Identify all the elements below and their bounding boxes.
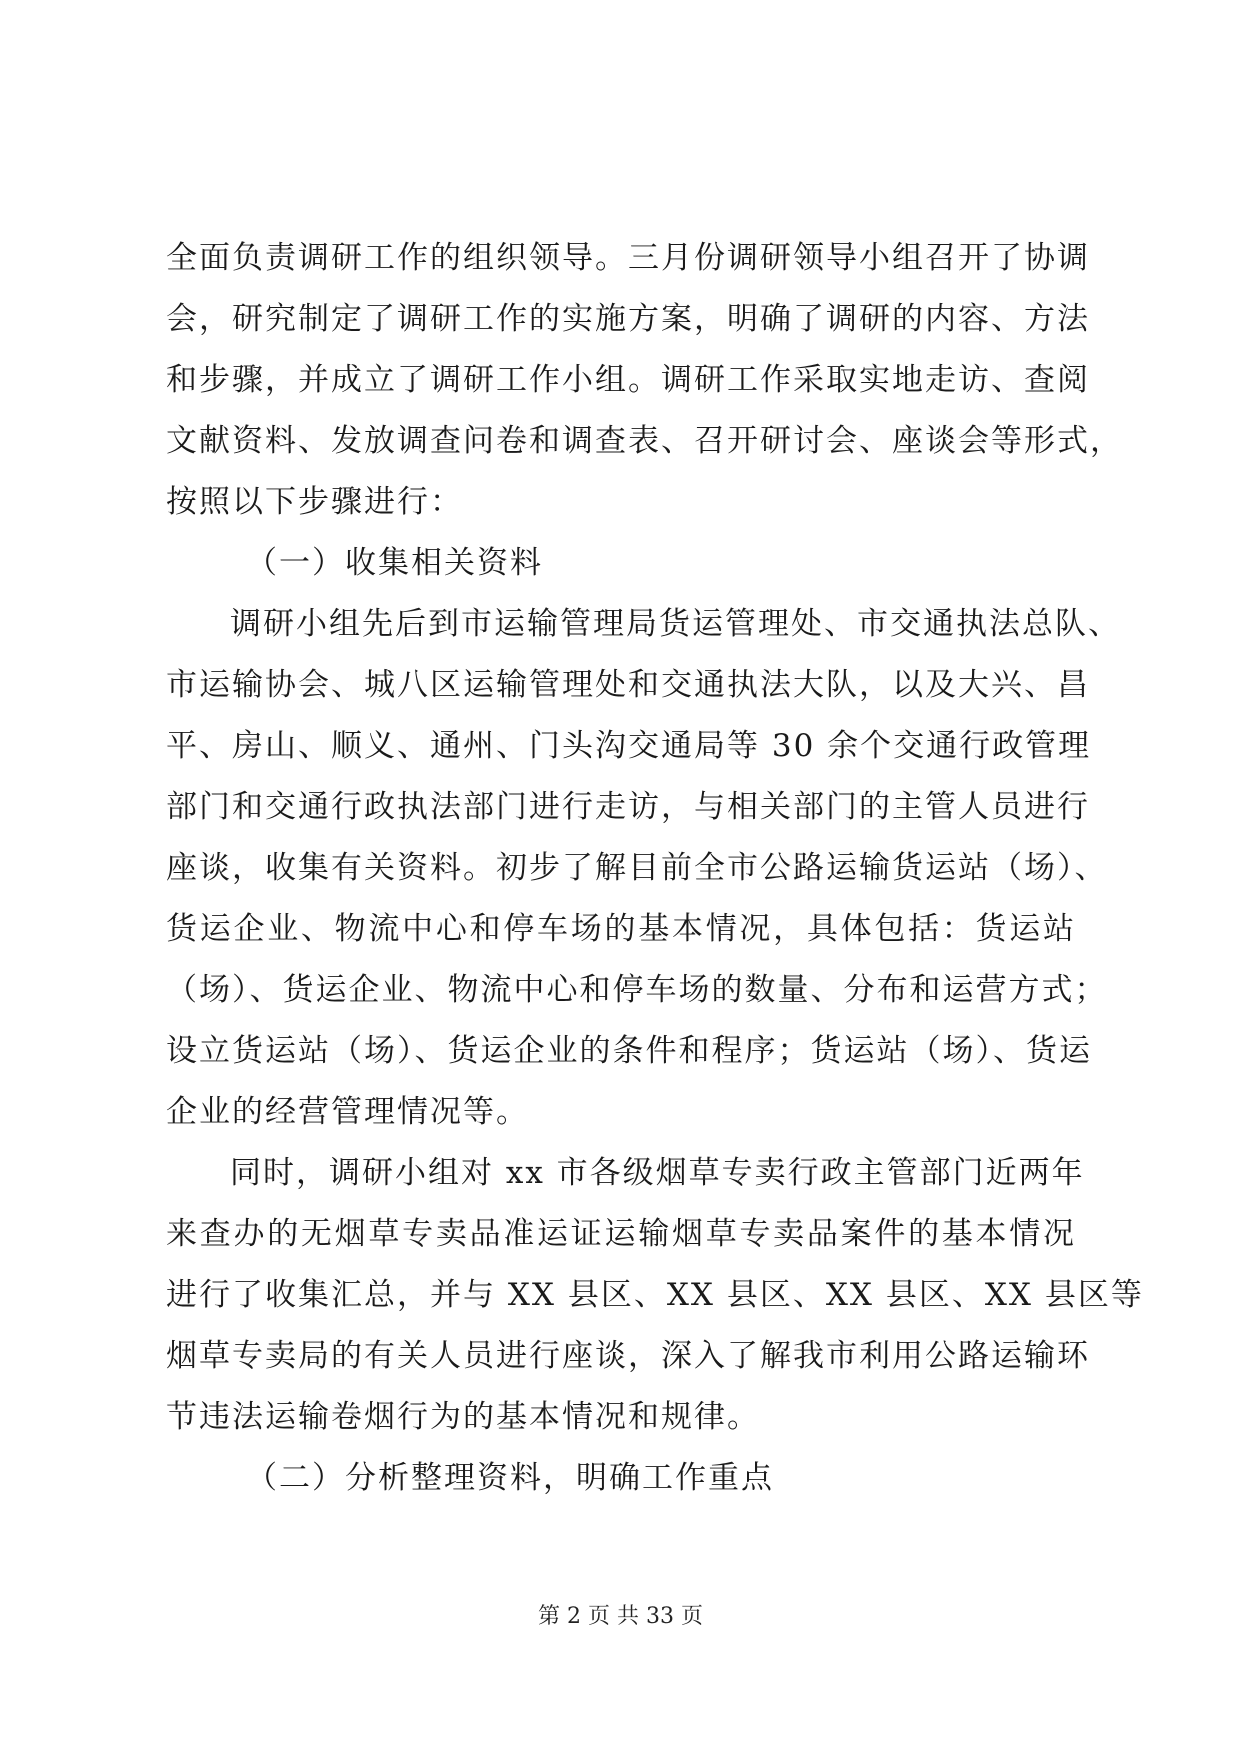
paragraph-line: 平、房山、顺义、通州、门头沟交通局等 30 余个交通行政管理 [166,728,1092,764]
paragraph-line: 企业的经营管理情况等。 [166,1094,529,1130]
paragraph-line: 座谈，收集有关资料。初步了解目前全市公路运输货运站（场）、 [166,850,1108,886]
paragraph-line: 设立货运站（场）、货运企业的条件和程序；货运站（场）、货运 [166,1033,1092,1069]
paragraph-line: 节违法运输卷烟行为的基本情况和规律。 [166,1399,760,1435]
paragraph-line: 和步骤，并成立了调研工作小组。调研工作采取实地走访、查阅 [166,362,1090,398]
paragraph-line: 烟草专卖局的有关人员进行座谈，深入了解我市利用公路运输环 [166,1338,1090,1374]
paragraph-line: 会，研究制定了调研工作的实施方案，明确了调研的内容、方法 [166,301,1090,337]
paragraph-line: 进行了收集汇总，并与 XX 县区、XX 县区、XX 县区、XX 县区等 [166,1277,1144,1313]
paragraph-line: 文献资料、发放调查问卷和调查表、召开研讨会、座谈会等形式， [166,423,1123,459]
paragraph-line: 调研小组先后到市运输管理局货运管理处、市交通执法总队、 [230,606,1121,642]
paragraph-line: 货运企业、物流中心和停车场的基本情况，具体包括：货运站 [166,911,1076,947]
paragraph-line: 同时，调研小组对 xx 市各级烟草专卖行政主管部门近两年 [230,1155,1085,1191]
paragraph-line: 来查办的无烟草专卖品准运证运输烟草专卖品案件的基本情况 [166,1216,1076,1252]
paragraph-line: （场）、货运企业、物流中心和停车场的数量、分布和运营方式； [166,972,1108,1008]
paragraph-line: 部门和交通行政执法部门进行走访，与相关部门的主管人员进行 [166,789,1090,825]
paragraph-line: 按照以下步骤进行： [166,484,463,520]
paragraph-line: 全面负责调研工作的组织领导。三月份调研领导小组召开了协调 [166,240,1090,276]
page-number-footer: 第 2 页 共 33 页 [538,1604,703,1629]
section-heading-1: （一）收集相关资料 [246,545,543,581]
section-heading-2: （二）分析整理资料，明确工作重点 [246,1460,774,1496]
paragraph-line: 市运输协会、城八区运输管理处和交通执法大队，以及大兴、昌 [166,667,1090,703]
document-body [166,228,1144,1509]
